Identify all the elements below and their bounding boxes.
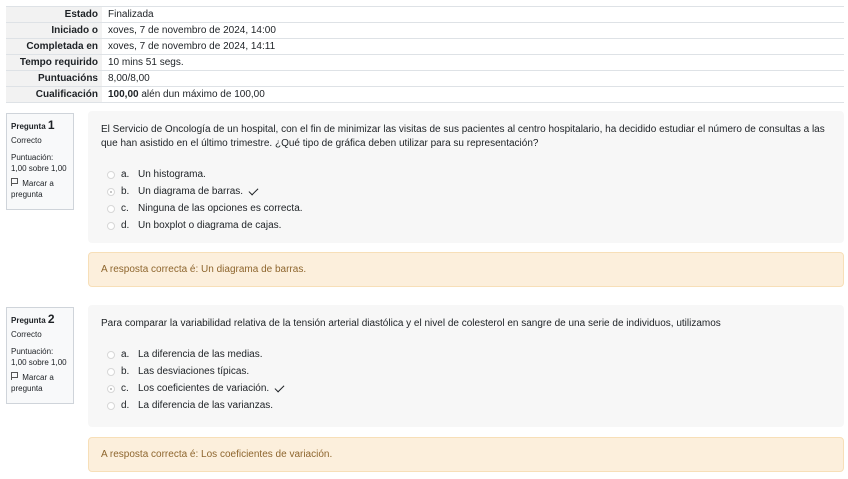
radio-icon[interactable] <box>107 385 115 393</box>
flag-label[interactable]: Marcar a pregunta <box>11 179 54 199</box>
question-info-1 <box>6 113 74 210</box>
question-formulation-2 <box>88 305 844 427</box>
attempt-summary-table <box>6 6 844 103</box>
flag-label[interactable]: Marcar a pregunta <box>11 373 54 393</box>
answer-option-d[interactable] <box>101 397 832 414</box>
answer-letter: c. <box>121 383 129 394</box>
grade-label: Puntuación: <box>11 153 54 162</box>
question-num: 1 <box>47 118 55 132</box>
question-state: Correcto <box>11 330 42 339</box>
summary-label: Completada en <box>6 39 102 55</box>
radio-icon[interactable] <box>107 188 115 196</box>
grade-label: Puntuación: <box>11 347 54 356</box>
answer-option-d[interactable] <box>101 217 832 234</box>
answer-letter: a. <box>121 169 130 180</box>
summary-row-state <box>6 7 844 23</box>
answer-text: Un histograma. <box>138 169 206 180</box>
summary-value: xoves, 7 de novembro de 2024, 14:11 <box>102 39 844 55</box>
radio-icon[interactable] <box>107 222 115 230</box>
radio-icon[interactable] <box>107 205 115 213</box>
summary-row-started <box>6 23 844 39</box>
answer-option-b[interactable] <box>101 183 832 200</box>
summary-value: Finalizada <box>102 7 844 23</box>
summary-value <box>102 87 844 103</box>
question-text: Para comparar la variabilidad relativa de la tensión arterial diastólica y el nivel de colesterol en sangre de una serie de individuos, utilizamos <box>101 318 721 329</box>
answer-list <box>101 346 832 414</box>
summary-label: Iniciado o <box>6 23 102 39</box>
answer-letter: b. <box>121 186 130 197</box>
question-num: 2 <box>47 312 55 326</box>
summary-row-time <box>6 55 844 71</box>
summary-row-grade <box>6 87 844 103</box>
answer-letter: d. <box>121 400 130 411</box>
question-grade <box>11 152 69 174</box>
question-info-2 <box>6 307 74 404</box>
question-grade <box>11 346 69 368</box>
correct-answer-feedback-1: A resposta correcta é: Un diagrama de barras. <box>88 252 844 287</box>
answer-letter: b. <box>121 366 130 377</box>
grade-text: 1,00 sobre 1,00 <box>11 358 67 367</box>
check-icon <box>275 382 285 392</box>
question-text: El Servicio de Oncología de un hospital, con el fin de minimizar las visitas de sus pacientes al centro hospitalario, ha decidido estudiar el número de consultas a las que han asistido en el último trimestre. ¿Qué tipo de gráfica deben utilizar para su representación? <box>101 124 825 149</box>
question-state: Correcto <box>11 136 42 145</box>
answer-text: Las desviaciones típicas. <box>138 366 250 377</box>
summary-label: Cualificación <box>6 87 102 103</box>
summary-label: Estado <box>6 7 102 23</box>
answer-text: La diferencia de las varianzas. <box>138 400 274 411</box>
check-icon <box>249 185 259 195</box>
answer-option-a[interactable] <box>101 166 832 183</box>
flag-icon[interactable] <box>11 178 18 186</box>
answer-text: Ninguna de las opciones es correcta. <box>138 203 303 214</box>
grade-max: alén dun máximo de 100,00 <box>138 89 265 100</box>
answer-text: Un boxplot o diagrama de cajas. <box>138 220 282 231</box>
grade-text: 1,00 sobre 1,00 <box>11 164 67 173</box>
answer-list <box>101 166 832 234</box>
summary-row-completed <box>6 39 844 55</box>
correct-answer-feedback-2: A resposta correcta é: Los coeficientes de variación. <box>88 437 844 472</box>
radio-icon[interactable] <box>107 171 115 179</box>
answer-text: La diferencia de las medias. <box>138 349 263 360</box>
grade-value: 100,00 <box>108 89 139 100</box>
summary-row-marks <box>6 71 844 87</box>
summary-value: 10 mins 51 segs. <box>102 55 844 71</box>
radio-icon[interactable] <box>107 402 115 410</box>
question-formulation-1 <box>88 111 844 243</box>
answer-letter: d. <box>121 220 130 231</box>
flag-icon[interactable] <box>11 372 18 380</box>
question-number <box>11 313 69 327</box>
answer-option-c[interactable] <box>101 380 832 397</box>
answer-option-c[interactable] <box>101 200 832 217</box>
radio-icon[interactable] <box>107 351 115 359</box>
answer-text: Los coeficientes de variación. <box>138 383 270 394</box>
question-number <box>11 119 69 133</box>
summary-label: Puntuacións <box>6 71 102 87</box>
answer-option-a[interactable] <box>101 346 832 363</box>
question-label: Pregunta <box>11 122 46 131</box>
flag-question-link[interactable] <box>11 372 69 394</box>
summary-value: 8,00/8,00 <box>102 71 844 87</box>
answer-letter: c. <box>121 203 129 214</box>
summary-label: Tempo requirido <box>6 55 102 71</box>
summary-value: xoves, 7 de novembro de 2024, 14:00 <box>102 23 844 39</box>
answer-text: Un diagrama de barras. <box>138 186 244 197</box>
radio-icon[interactable] <box>107 368 115 376</box>
question-label: Pregunta <box>11 316 46 325</box>
answer-option-b[interactable] <box>101 363 832 380</box>
answer-letter: a. <box>121 349 130 360</box>
flag-question-link[interactable] <box>11 178 69 200</box>
